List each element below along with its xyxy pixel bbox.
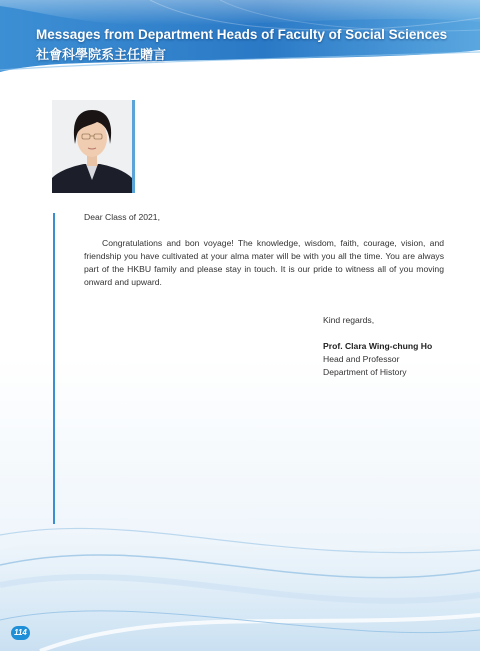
closing-text: Kind regards, <box>323 315 375 325</box>
signer-title: Head and Professor <box>323 354 400 364</box>
portrait-photo <box>52 100 132 193</box>
signer-name: Prof. Clara Wing-chung Ho <box>323 341 433 351</box>
header-subtitle: 社會科學院系主任贈言 <box>36 48 167 63</box>
header-title: Messages from Department Heads of Faculty of Social Sciences <box>36 27 448 42</box>
letter-greeting: Dear Class of 2021, <box>84 212 160 222</box>
letter-paragraph: Congratulations and bon voyage! The knowledge, wisdom, faith, courage, vision, and friendship you have cultivated at your alma mater will be with you all the time. You are always part of the HKBU family and please stay in touch. It is our pride to witness all of you moving onward and upward. <box>84 238 444 287</box>
signer-department: Department of History <box>323 367 407 377</box>
left-vertical-rule <box>53 213 55 524</box>
letter-body <box>84 211 444 289</box>
signature-block <box>323 314 463 379</box>
decorative-waves <box>0 510 480 651</box>
photo-accent-bar <box>132 100 135 193</box>
page-number-badge: 114 <box>11 626 30 640</box>
